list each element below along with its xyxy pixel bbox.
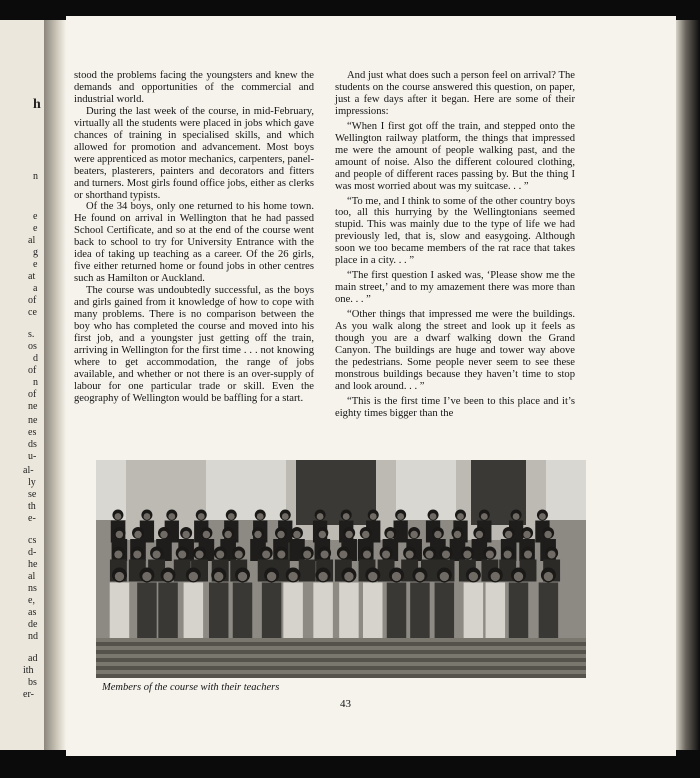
facing-page-fragment: e [33,211,38,222]
facing-page-fragment: al- [23,465,34,476]
book-page [66,16,676,756]
paragraph: And just what does such a person feel on arrival? The students on the course answered this question, on paper, just a few days after it began. Here are some of their impressions: [335,70,575,117]
paragraph: “The first question I asked was, ‘Please show me the main street,’ and to my amazement there was more than one. . . ” [335,270,575,306]
crowd-illustration [96,495,586,645]
facing-page-fragment: of [28,389,37,400]
facing-page-fragment: al [28,235,36,246]
facing-page-fragment: ly [28,477,36,488]
facing-page-text-fragments [0,20,44,750]
facing-page-fragment: he [28,559,38,570]
facing-page-fragment: a [33,283,38,294]
facing-page-fragment: e [33,259,38,270]
facing-page-fragment: al [28,571,36,582]
facing-page-fragment: of [28,365,37,376]
facing-page-fragment: u- [28,451,37,462]
page-number: 43 [340,698,351,710]
facing-page-fragment: nd [28,631,38,642]
facing-page-fragment: ce [28,307,37,318]
facing-page-fragment: d- [28,547,37,558]
facing-page-fragment: ith [23,665,34,676]
facing-page-fragment: de [28,619,38,630]
facing-page [0,20,44,750]
left-text-column [74,70,314,405]
facing-page-fragment: er- [23,689,34,700]
paragraph: “When I first got off the train, and stepped onto the Wellington railway platform, the things that impressed me were the amount of people walking past, and the amount of noise. Also the different coloured clothing, and people of different races passing by. But the thing I was most worried about was my suitcase. . . ” [335,120,575,192]
facing-page-fragment: e- [28,513,36,524]
paragraph: stood the problems facing the youngsters and knew the demands and opportunities of the commercial and industrial world. [74,70,314,105]
facing-page-fragment: cs [28,535,37,546]
facing-page-fragment: bs [28,677,37,688]
facing-page-fragment: ds [28,439,37,450]
facing-page-fragment: e, [28,595,35,606]
paragraph: “This is the first time I’ve been to this place and it’s eighty times bigger than the [335,395,575,419]
facing-page-fragment: of [28,295,37,306]
book-gutter [44,20,66,750]
paragraph: “To me, and I think to some of the other country boys too, all this hurrying by the Wellingtonians seemed stupid. This was mainly due to the type of life we had previously led, that is, slow and easygoing. Although soon we too became members of the rat race that takes place in a city. . . ” [335,195,575,267]
group-photograph [96,460,586,678]
facing-page-fragment: se [28,489,37,500]
page-edge-shadow [676,20,700,750]
paragraph: During the last week of the course, in mid-February, virtually all the students were placed in jobs which gave chances of training in specialised skills, and which allowed for promotion and advancement. Most boys were apprenticed as motor mechanics, carpenters, panel-beaters, plasterers, painters and decorators and fitters and turners. Most girls found office jobs, either as clerks or shorthand typists. [74,105,315,201]
right-text-column [335,70,575,420]
facing-page-fragment: n [33,377,38,388]
photo-caption: Members of the course with their teachers [102,682,280,693]
facing-page-fragment: g [33,247,38,258]
facing-page-fragment: n [33,171,38,182]
facing-page-fragment: s. [28,329,35,340]
facing-page-fragment: es [28,427,37,438]
facing-page-fragment: as [28,607,37,618]
facing-page-fragment: h [33,97,41,112]
facing-page-fragment: ad [28,653,38,664]
facing-page-fragment: os [28,341,37,352]
facing-page-fragment: ns [28,583,37,594]
facing-page-fragment: th [28,501,36,512]
facing-page-fragment: at [28,271,36,282]
facing-page-fragment: e [33,223,38,234]
facing-page-fragment: d [33,353,38,364]
facing-page-fragment: ne [28,415,38,426]
paragraph: Of the 34 boys, only one returned to his home town. He found on arrival in Wellington that he had passed School Certificate, and so at the end of the course went back to school to try for University Entrance with the idea of taking up teaching as a career. Of the 26 girls, five either returned home or found jobs in other centres such as Hamilton or Auckland. [74,201,314,285]
facing-page-fragment: ne [28,401,38,412]
paragraph: “Other things that impressed me were the buildings. As you walk along the street and look up it feels as though you are a dwarf walking down the Grand Canyon. The buildings are huge and tower way above the pedestrians. Some people never seem to see these monstrous buildings because they haven’t time to stop and look around. . . ” [335,309,575,392]
paragraph: The course was undoubtedly successful, as the boys and girls gained from it knowledge of how to cope with many problems. There is no comparison between the boy who has completed the course and moved into his first job, and a youngster just getting off the train, arriving in Wellington for the first time . . . not knowing where to get accommodation, the range of jobs available, and whether or not there is an over-supply of labour for one particular trade or skill. Even the geography of Wellington would be baffling for a start. [74,285,314,404]
